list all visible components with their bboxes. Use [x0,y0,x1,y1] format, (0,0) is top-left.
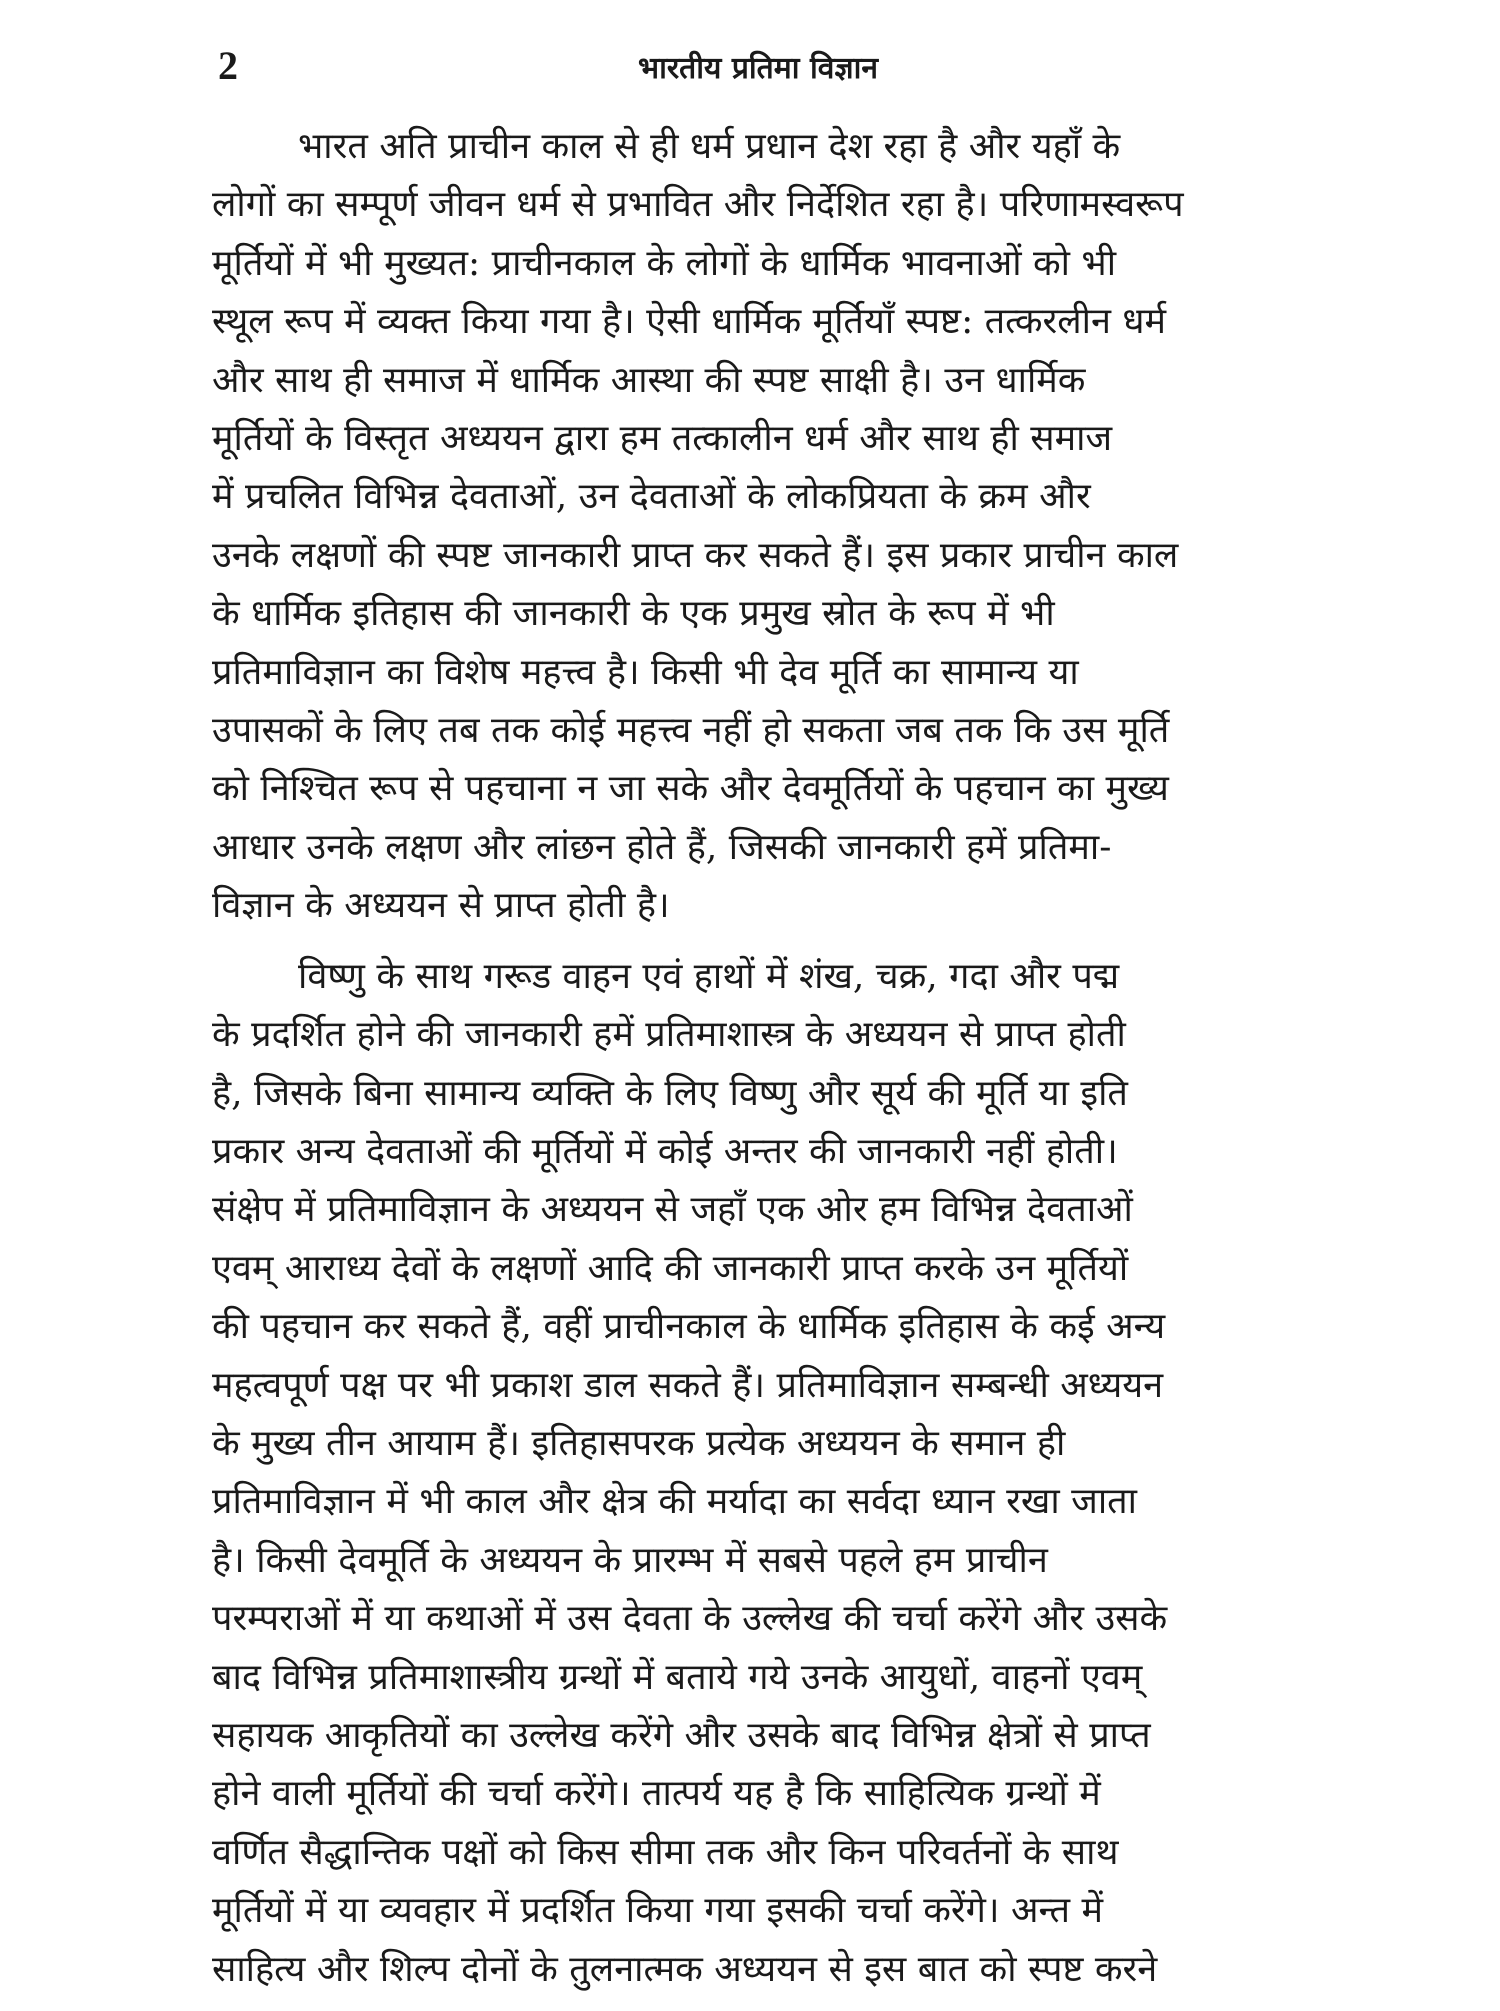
body-text [212,118,1312,2011]
text-line: साहित्य और शिल्प दोनों के तुलनात्मक अध्ययन से इस बात को स्पष्ट करने [212,1948,1158,1990]
text-line: भारत अति प्राचीन काल से ही धर्म प्रधान देश रहा है और यहाँ के [298,126,1121,167]
text-line: प्रतिमाविज्ञान का विशेष महत्त्व है। किसी भी देव मूर्ति का सामान्य या [212,651,1079,693]
text-line: और साथ ही समाज में धार्मिक आस्था की स्पष्ट साक्षी है। उन धार्मिक [212,359,1086,401]
text-line: के प्रदर्शित होने की जानकारी हमें प्रतिमाशास्त्र के अध्ययन से प्राप्त होती [212,1014,1126,1056]
paragraph-2 [212,948,1312,1999]
text-line: उनके लक्षणों की स्पष्ट जानकारी प्राप्त कर सकते हैं। इस प्रकार प्राचीन काल [212,534,1179,576]
text-line: परम्पराओं में या कथाओं में उस देवता के उल्लेख की चर्चा करेंगे और उसके [212,1598,1168,1640]
text-line: के मुख्य तीन आयाम हैं। इतिहासपरक प्रत्येक अध्ययन के समान ही [212,1422,1066,1464]
text-line: वर्णित सैद्धान्तिक पक्षों को किस सीमा तक और किन परिवर्तनों के साथ [212,1831,1119,1873]
text-line: है, जिसके बिना सामान्य व्यक्ति के लिए विष्णु और सूर्य की मूर्ति या इति [212,1072,1128,1114]
page-header [218,42,1300,102]
text-line: विष्णु के साथ गरूड वाहन एवं हाथों में शंख, चक्र, गदा और पद्म [298,955,1120,997]
text-line: स्थूल रूप में व्यक्त किया गया है। ऐसी धार्मिक मूर्तियाँ स्पष्ट: तत्करलीन धर्म [212,301,1167,343]
paragraph-1 [212,118,1312,936]
text-line: मूर्तियों के विस्तृत अध्ययन द्वारा हम तत्कालीन धर्म और साथ ही समाज [212,418,1113,460]
text-line: उपासकों के लिए तब तक कोई महत्त्व नहीं हो सकता जब तक कि उस मूर्ति [212,710,1170,752]
text-line: विज्ञान के अध्ययन से प्राप्त होती है। [212,885,670,927]
text-line: मूर्तियों में या व्यवहार में प्रदर्शित किया गया इसकी चर्चा करेंगे। अन्त में [212,1890,1104,1932]
text-line: प्रकार अन्य देवताओं की मूर्तियों में कोई अन्तर की जानकारी नहीं होती। [212,1130,1118,1172]
text-line: को निश्चित रूप से पहचाना न जा सके और देवमूर्तियों के पहचान का मुख्य [212,768,1169,810]
text-line: है। किसी देवमूर्ति के अध्ययन के प्रारम्भ में सबसे पहले हम प्राचीन [212,1539,1048,1581]
text-line: बाद विभिन्न प्रतिमाशास्त्रीय ग्रन्थों में बताये गये उनके आयुधों, वाहनों एवम् [212,1656,1143,1698]
page-number: 2 [218,43,238,88]
text-line: के धार्मिक इतिहास की जानकारी के एक प्रमुख स्रोत के रूप में भी [212,593,1055,635]
text-line: में प्रचलित विभिन्न देवताओं, उन देवताओं के लोकप्रियता के क्रम और [212,476,1091,518]
text-line: महत्वपूर्ण पक्ष पर भी प्रकाश डाल सकते हैं। प्रतिमाविज्ञान सम्बन्धी अध्ययन [212,1364,1164,1406]
text-line: की पहचान कर सकते हैं, वहीं प्राचीनकाल के धार्मिक इतिहास के कई अन्य [212,1306,1166,1348]
text-line: लोगों का सम्पूर्ण जीवन धर्म से प्रभावित और निर्देशित रहा है। परिणामस्वरूप [212,184,1184,226]
text-line: आधार उनके लक्षण और लांछन होते हैं, जिसकी जानकारी हमें प्रतिमा- [212,826,1112,868]
text-line: मूर्तियों में भी मुख्यत: प्राचीनकाल के लोगों के धार्मिक भावनाओं को भी [212,242,1117,284]
text-line: संक्षेप में प्रतिमाविज्ञान के अध्ययन से जहाँ एक ओर हम विभिन्न देवताओं [212,1189,1133,1231]
running-title: भारतीय प्रतिमा विज्ञान [638,51,879,86]
text-line: सहायक आकृतियों का उल्लेख करेंगे और उसके बाद विभिन्न क्षेत्रों से प्राप्त [212,1714,1151,1756]
text-line: होने वाली मूर्तियों की चर्चा करेंगे। तात्पर्य यह है कि साहित्यिक ग्रन्थों में [212,1773,1101,1815]
text-line: प्रतिमाविज्ञान में भी काल और क्षेत्र की मर्यादा का सर्वदा ध्यान रखा जाता [212,1481,1138,1523]
text-line: एवम् आराध्य देवों के लक्षणों आदि की जानकारी प्राप्त करके उन मूर्तियों [212,1247,1129,1289]
